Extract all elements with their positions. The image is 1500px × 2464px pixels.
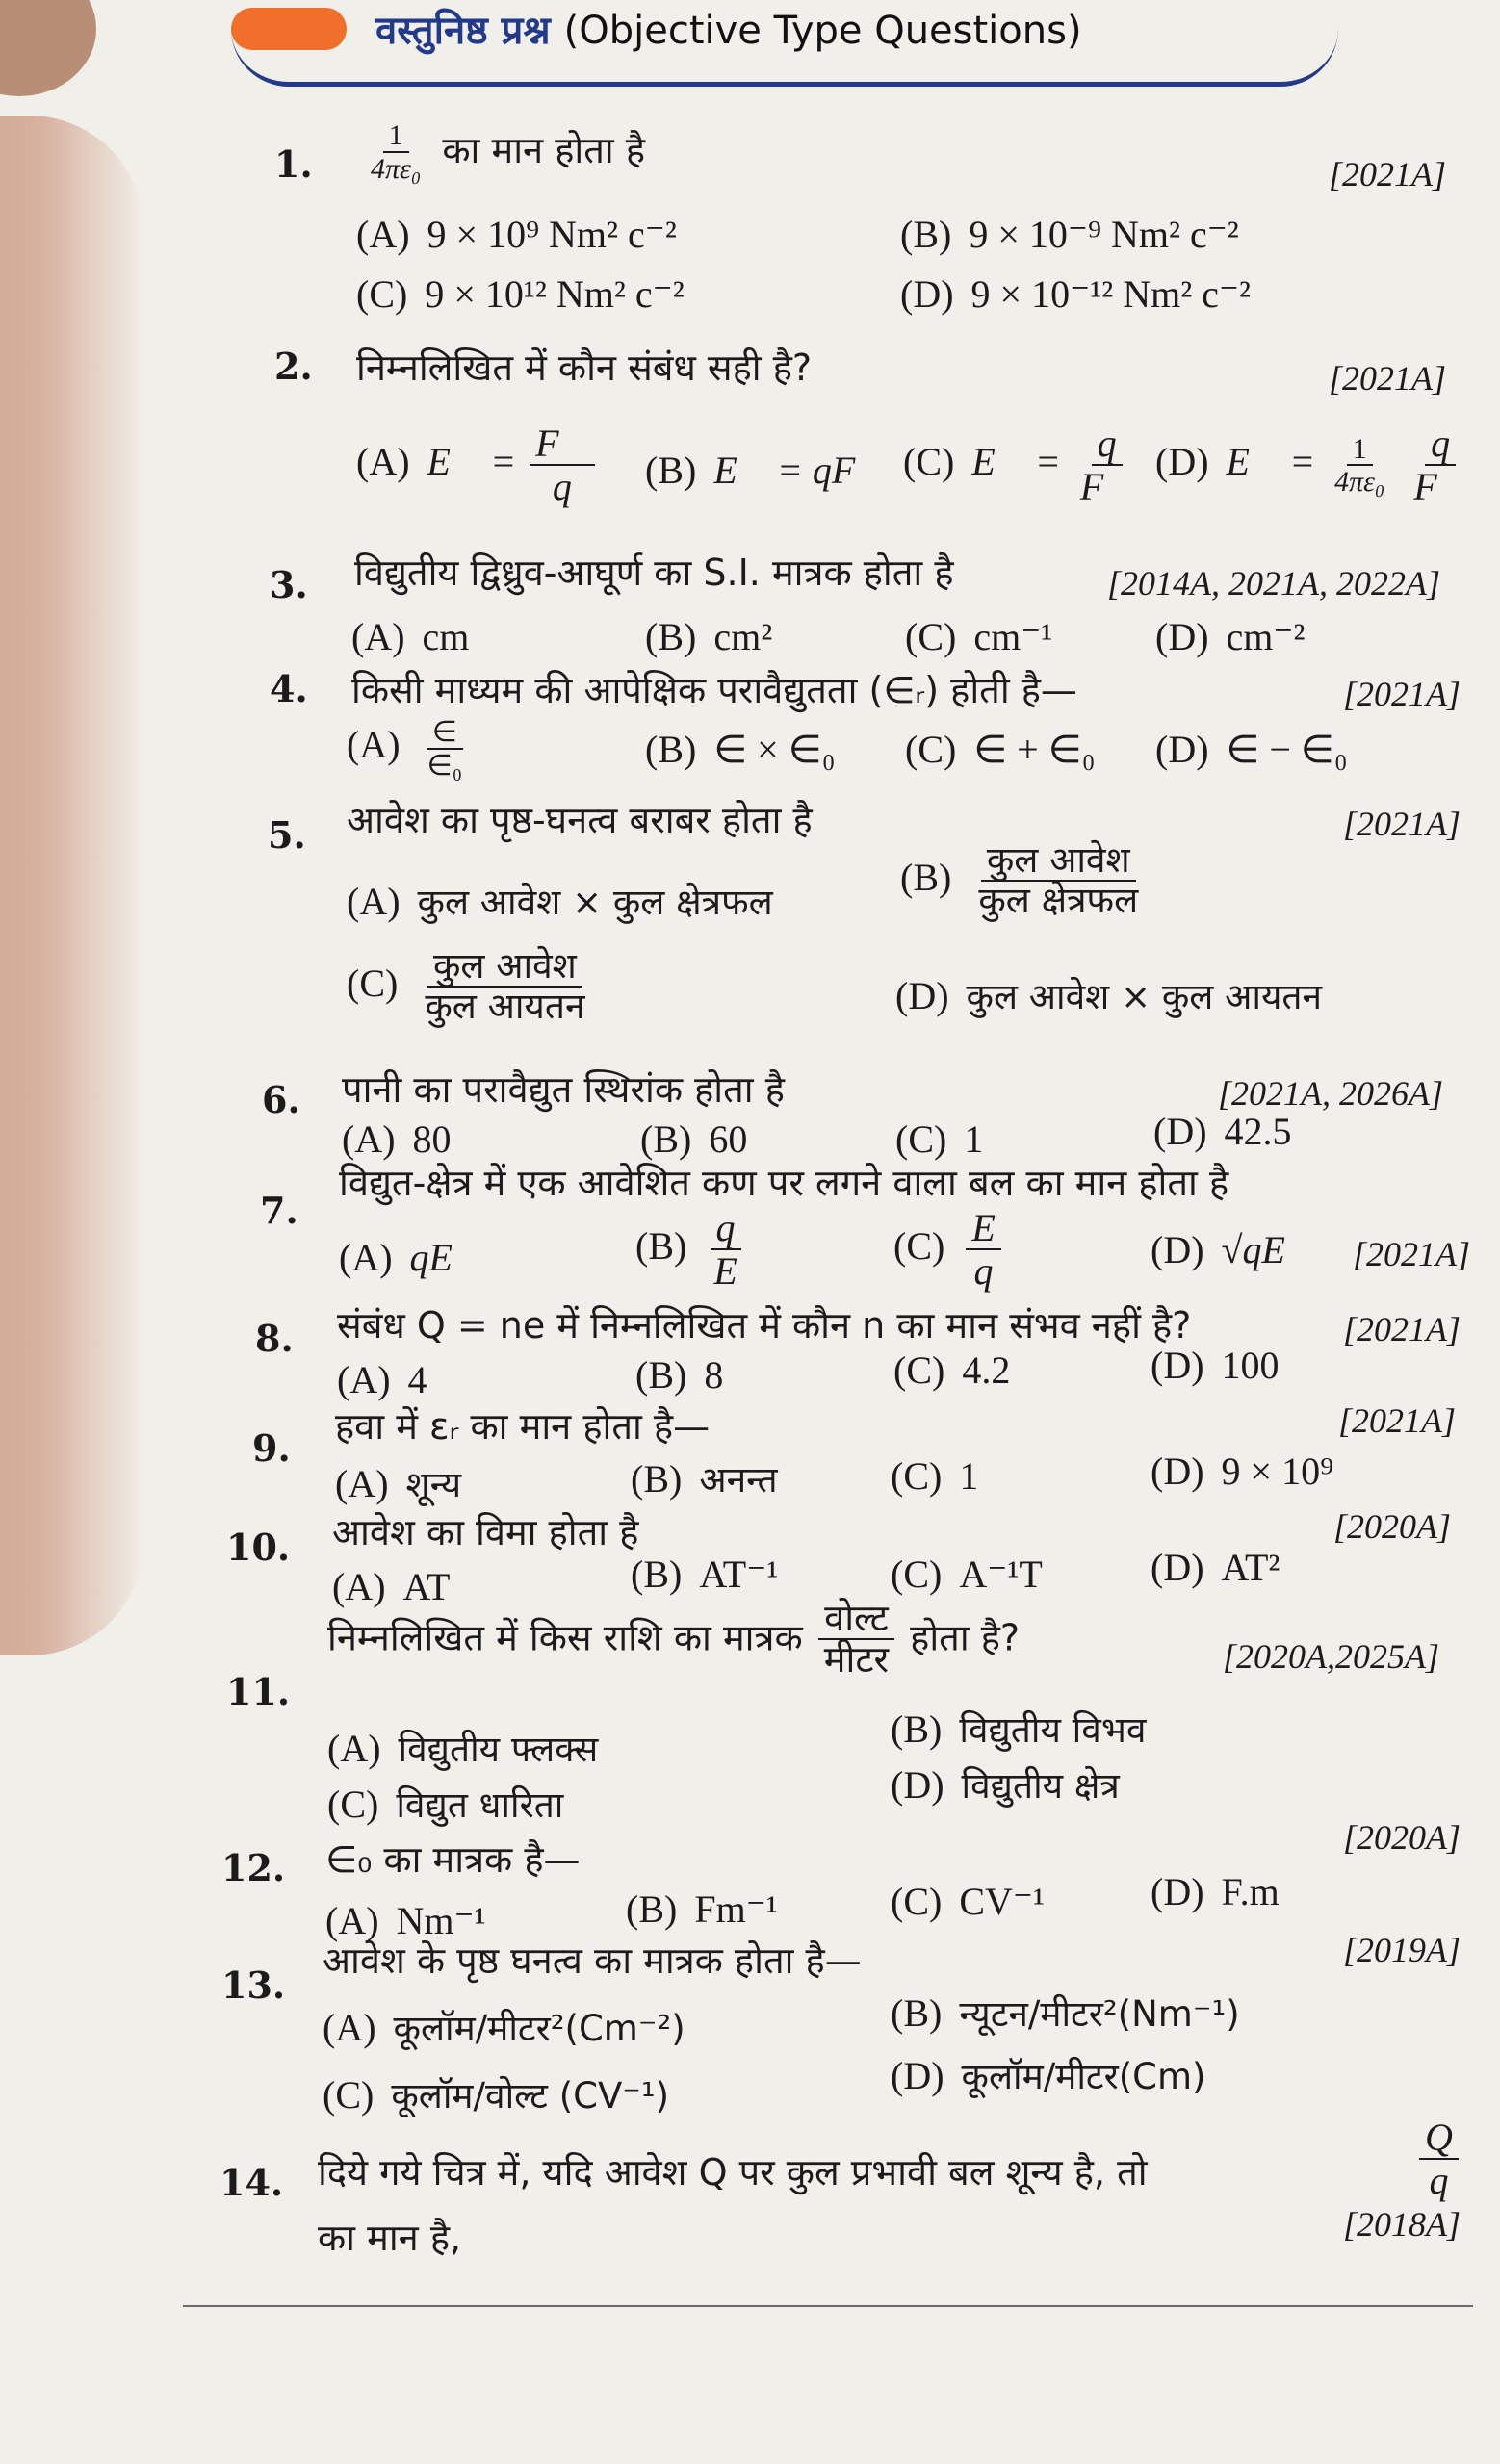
option-b: (B) 9 × 10⁻⁹ Nm² c⁻² xyxy=(900,213,1239,256)
year-tag: [2020A,2025A] xyxy=(1223,1637,1439,1676)
question-number: 10. xyxy=(226,1526,291,1569)
option-c: (C) E⃗ = $\frac{q}{F⃗}$ xyxy=(903,422,1134,508)
option-c: (C) 9 × 10¹² Nm² c⁻² xyxy=(356,272,685,316)
question-text-end: होता है? xyxy=(910,1616,1021,1659)
option-d: (D) 42.5 xyxy=(1153,1110,1292,1153)
option-d: (D) 9 × 10⁻¹² Nm² c⁻² xyxy=(900,272,1252,316)
option-b: (B) अनन्त xyxy=(631,1457,778,1501)
title-english: (Objective Type Questions) xyxy=(563,9,1082,53)
title-hindi: वस्तुनिष्ठ प्रश्न xyxy=(375,9,551,53)
question-text: दिये गये चित्र में, यदि आवेश Q पर कुल प्रभावी बल शून्य है, तो xyxy=(318,2151,1148,2194)
year-tag: [2020A] xyxy=(1333,1507,1452,1546)
year-tag: [2014A, 2021A, 2022A] xyxy=(1107,564,1440,603)
option-d: (D) AT² xyxy=(1151,1546,1280,1589)
year-tag: [2021A] xyxy=(1343,805,1461,843)
year-tag: [2020A] xyxy=(1343,1818,1461,1857)
option-a: (A) Nm⁻¹ xyxy=(325,1899,486,1942)
option-a: (A) qE xyxy=(339,1236,453,1279)
option-c: (C) CV⁻¹ xyxy=(891,1880,1045,1923)
option-b: (B) न्यूटन/मीटर²(Nm⁻¹) xyxy=(891,1991,1240,2035)
option-a: (A) 9 × 10⁹ Nm² c⁻² xyxy=(356,213,677,256)
option-d: (D) √qE xyxy=(1151,1228,1285,1271)
option-d: (D) E⃗ = $\frac{1}{\text{4πε₀}}$ $\frac{q}{F⃗}$ xyxy=(1155,422,1467,508)
option-d: (D) 9 × 10⁹ xyxy=(1151,1450,1334,1493)
question-number: 9. xyxy=(252,1426,291,1470)
option-a: (A) शून्य xyxy=(335,1462,462,1505)
option-c: (C) कूलॉम/वोल्ट (CV⁻¹) xyxy=(323,2073,670,2117)
finger-shadow xyxy=(0,0,96,96)
option-a: (A) cm xyxy=(351,615,470,658)
option-d: (D) 100 xyxy=(1151,1344,1280,1387)
option-b: (B) AT⁻¹ xyxy=(631,1553,779,1596)
option-a: (A) AT xyxy=(332,1565,451,1608)
option-d: (D) कूलॉम/मीटर(Cm) xyxy=(891,2054,1206,2097)
option-c: (C) $\frac{\text{कुल आवेश}}{\text{कुल आयतन}}$ xyxy=(347,945,585,1027)
question-text: विद्युत-क्षेत्र में एक आवेशित कण पर लगने वाला बल का मान होता है xyxy=(339,1162,1229,1204)
option-b: (B) 8 xyxy=(635,1353,724,1397)
question-number: 2. xyxy=(274,345,313,388)
orange-badge xyxy=(231,8,347,50)
option-a: (A) E⃗ = $\frac{F⃗}{q}$ xyxy=(356,424,599,508)
option-b: (B) विद्युतीय विभव xyxy=(891,1707,1147,1751)
question-text: आवेश का विमा होता है xyxy=(332,1511,639,1553)
question-number: 6. xyxy=(262,1078,300,1121)
option-a: (A) विद्युतीय फ्लक्स xyxy=(327,1727,599,1770)
question-number: 7. xyxy=(260,1189,298,1232)
question-number: 5. xyxy=(268,813,306,857)
question-text-end: का मान है, xyxy=(318,2217,462,2259)
year-tag: [2018A] xyxy=(1343,2205,1461,2244)
fraction: $\frac{\text{वोल्ट}}{\text{मीटर}}$ xyxy=(818,1600,894,1681)
question-number: 11. xyxy=(226,1670,291,1713)
option-d: (D) F.m xyxy=(1151,1870,1280,1913)
option-b: (B) E⃗ = qF⃗ xyxy=(645,449,886,492)
section-title xyxy=(375,2,1082,55)
question-text: हवा में εᵣ का मान होता है— xyxy=(335,1405,711,1448)
option-d: (D) विद्युतीय क्षेत्र xyxy=(891,1763,1120,1807)
option-d: (D) cm⁻² xyxy=(1155,615,1306,658)
question-text: पानी का परावैद्युत स्थिरांक होता है xyxy=(342,1068,785,1111)
year-tag: [2019A] xyxy=(1343,1931,1461,1969)
question-text: संबंध Q = ne में निम्नलिखित में कौन n का मान संभव नहीं है? xyxy=(337,1304,1192,1347)
option-b: (B) cm² xyxy=(645,615,773,658)
page-divider xyxy=(183,2305,1473,2307)
option-a: (A) $\frac{\in}{\text{∈₀}}$ xyxy=(347,716,463,782)
year-tag: [2021A] xyxy=(1343,675,1461,713)
section-header xyxy=(231,0,1338,87)
year-tag: [2021A, 2026A] xyxy=(1218,1074,1443,1113)
option-c: (C) 1 xyxy=(891,1454,979,1498)
option-c: (C) cm⁻¹ xyxy=(905,615,1053,658)
option-a: (A) कूलॉम/मीटर²(Cm⁻²) xyxy=(323,2006,685,2049)
option-a: (A) 4 xyxy=(337,1358,427,1401)
question-number: 12. xyxy=(221,1846,286,1889)
year-tag: [2021A] xyxy=(1329,155,1447,193)
question-number: 8. xyxy=(255,1317,294,1360)
thumb-shadow xyxy=(0,116,144,1656)
question-text: निम्नलिखित में कौन संबंध सही है? xyxy=(356,346,813,389)
option-b: (B) ∈ × ∈₀ xyxy=(645,728,836,771)
q14-fraction: $\frac{Q}{q}$ xyxy=(1415,2118,1462,2202)
question-number: 4. xyxy=(270,667,308,710)
option-d: (D) ∈ − ∈₀ xyxy=(1155,728,1348,771)
fraction: $\frac{1}{\text{4πε₀}}$ xyxy=(371,119,422,185)
option-c: (C) $\frac{E}{q}$ xyxy=(893,1208,1005,1293)
question-number: 3. xyxy=(270,563,308,606)
option-b: (B) Fm⁻¹ xyxy=(626,1887,778,1931)
option-c: (C) 4.2 xyxy=(893,1348,1011,1392)
question-number: 14. xyxy=(220,2161,284,2204)
question-number: 1. xyxy=(274,142,313,186)
option-a: (A) कुल आवेश × कुल क्षेत्रफल xyxy=(347,880,773,923)
option-c: (C) A⁻¹T xyxy=(891,1553,1043,1596)
question-text: आवेश के पृष्ठ घनत्व का मात्रक होता है— xyxy=(323,1939,862,1982)
option-a: (A) 80 xyxy=(342,1117,452,1161)
option-b: (B) $\frac{q}{E}$ xyxy=(635,1208,747,1293)
option-c: (C) 1 xyxy=(895,1117,984,1161)
question-text: ∈₀ का मात्रक है— xyxy=(325,1838,581,1881)
question-text: विद्युतीय द्विध्रुव-आघूर्ण का S.I. मात्रक होता है xyxy=(354,552,954,594)
year-tag: [2021A] xyxy=(1329,359,1447,398)
question-text: किसी माध्यम की आपेक्षिक परावैद्युतता (∈ᵣ) होती है— xyxy=(351,669,1077,711)
option-c: (C) विद्युत धारिता xyxy=(327,1783,564,1826)
year-tag: [2021A] xyxy=(1338,1401,1457,1440)
option-c: (C) ∈ + ∈₀ xyxy=(905,728,1096,771)
question-number: 13. xyxy=(221,1964,286,2007)
year-tag: [2021A] xyxy=(1353,1235,1471,1273)
question-text: का मान होता है xyxy=(442,128,645,171)
question-text: आवेश का पृष्ठ-घनत्व बराबर होता है xyxy=(347,799,813,841)
option-b: (B) $\frac{\text{कुल आवेश}}{\text{कुल क्षेत्रफल}}$ xyxy=(900,839,1139,921)
option-b: (B) 60 xyxy=(640,1117,748,1161)
year-tag: [2021A] xyxy=(1343,1310,1461,1348)
option-d: (D) कुल आवेश × कुल आयतन xyxy=(895,974,1323,1017)
question-text: निम्नलिखित में किस राशि का मात्रक xyxy=(327,1616,803,1659)
